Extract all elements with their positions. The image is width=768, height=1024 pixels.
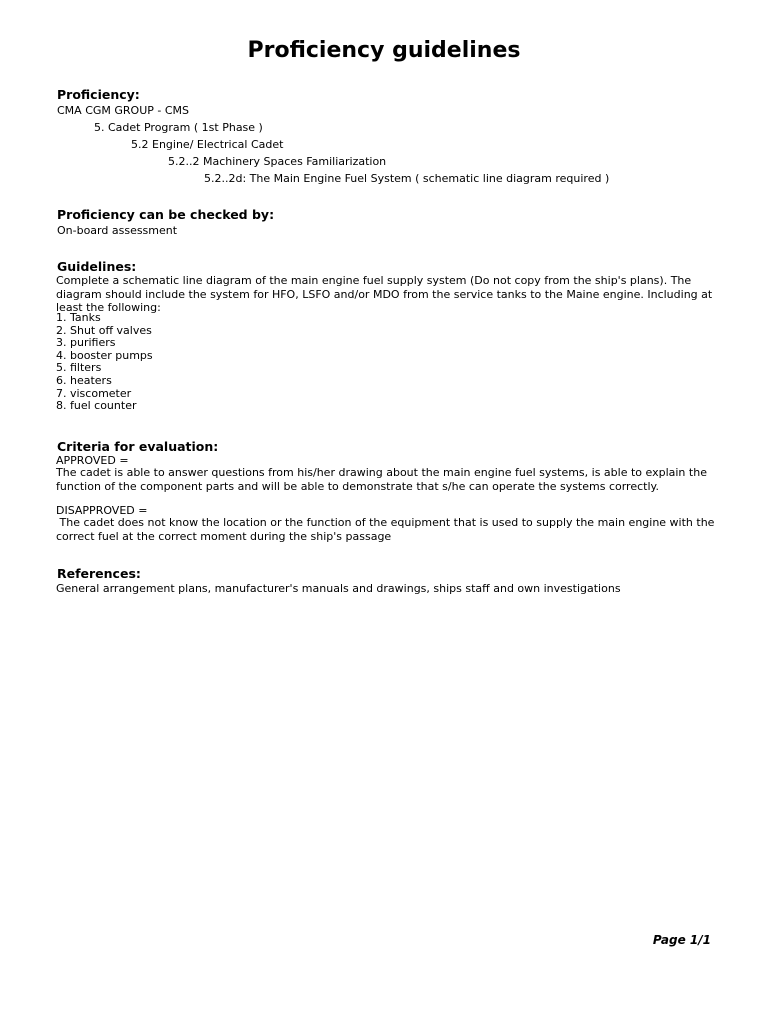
proficiency-line-fuel-system: 5.2..2d: The Main Engine Fuel System ( schematic line diagram required ) <box>204 172 610 185</box>
list-item: 3. purifiers <box>56 336 116 350</box>
guidelines-list <box>56 312 153 413</box>
checked-by-text: On-board assessment <box>57 224 178 237</box>
list-item: 6. heaters <box>56 373 112 387</box>
guidelines-text: Complete a schematic line diagram of the main engine fuel supply system (Do not copy from the ship's plans). The diagram should include the system for HFO, LSFO and/or MDO from the service tanks to the Maine engine. Including at least the following: <box>56 274 713 314</box>
approved-label: APPROVED = <box>56 454 129 467</box>
proficiency-line-familiarization: 5.2..2 Machinery Spaces Familiarization <box>168 155 387 168</box>
references-text: General arrangement plans, manufacturer's manuals and drawings, ships staff and own investigations <box>56 582 621 595</box>
list-item: 8. fuel counter <box>56 399 137 413</box>
proficiency-line-cadet: 5.2 Engine/ Electrical Cadet <box>131 138 284 151</box>
page-number: Page 1/1 <box>652 933 711 947</box>
list-item: 4. booster pumps <box>56 348 153 362</box>
references-heading: References: <box>57 566 141 581</box>
proficiency-heading: Proficiency: <box>57 87 140 102</box>
approved-text: The cadet is able to answer questions from his/her drawing about the main engine fuel systems, is able to explain the function of the component parts and will be able to demonstrate that s/he can operate the systems correctly. <box>56 466 707 493</box>
disapproved-label: DISAPPROVED = <box>56 504 148 517</box>
proficiency-line-group: CMA CGM GROUP - CMS <box>57 104 190 117</box>
criteria-heading: Criteria for evaluation: <box>57 439 219 454</box>
checked-by-heading: Proficiency can be checked by: <box>57 207 275 222</box>
list-item: 1. Tanks <box>56 311 101 324</box>
disapproved-text: The cadet does not know the location or the function of the equipment that is used to supply the main engine with the correct fuel at the correct moment during the ship's passage <box>56 516 718 543</box>
page-title: Proficiency guidelines <box>247 38 521 63</box>
list-item: 2. Shut off valves <box>56 323 152 337</box>
list-item: 7. viscometer <box>56 386 132 400</box>
guidelines-heading: Guidelines: <box>57 259 137 274</box>
proficiency-line-program: 5. Cadet Program ( 1st Phase ) <box>94 121 263 134</box>
list-item: 5. filters <box>56 361 102 375</box>
